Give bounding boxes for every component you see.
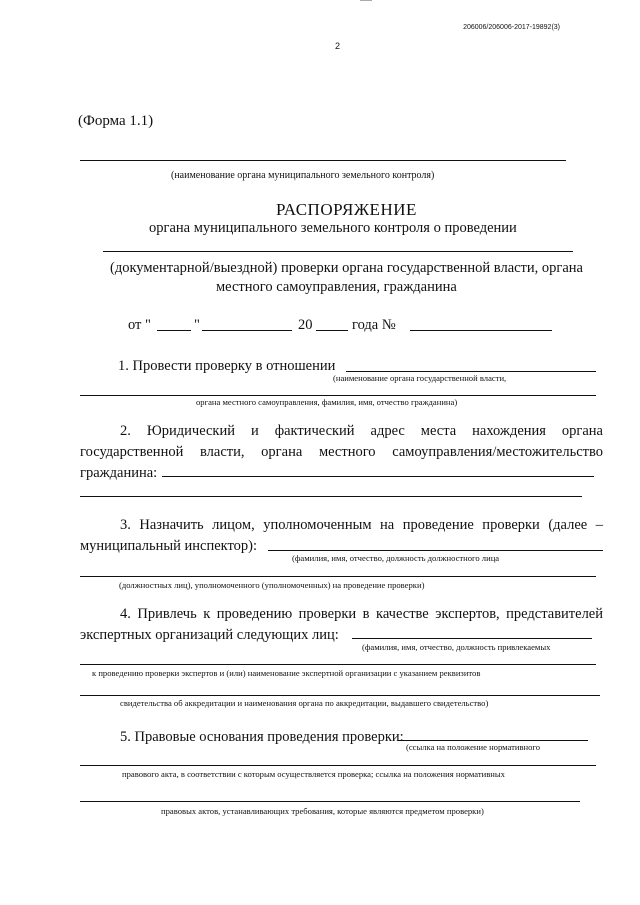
item-5-caption-3: правовых актов, устанавливающих требования, которые являются предметом проверки) [161, 806, 484, 816]
item-3-caption-2: (должностных лиц), уполномоченного (уполномоченных) на проведение проверки) [119, 580, 425, 590]
item-4-caption-1: (фамилия, имя, отчество, должность привлекаемых [362, 642, 551, 652]
item-5-caption-2: правового акта, в соответствии с которым осуществляется проверка; ссылка на положения нормативных [122, 769, 505, 779]
scan-mark [360, 0, 372, 1]
item-3-line-1: 3. Назначить лицом, уполномоченным на проведение проверки (далее – [120, 517, 603, 533]
inspection-type-line-1: (документарной/выездной) проверки органа государственной власти, органа [110, 260, 583, 276]
item-1-field [346, 371, 596, 372]
item-5-field [398, 740, 588, 741]
document-title: РАСПОРЯЖЕНИЕ [276, 200, 417, 219]
authority-name-line [80, 160, 566, 161]
item-4-field [352, 638, 592, 639]
document-subtitle: органа муниципального земельного контроля о проведении [149, 220, 517, 236]
item-4-line-1: 4. Привлечь к проведению проверки в качестве экспертов, представителей [120, 606, 603, 622]
item-4-caption-2: к проведению проверки экспертов и (или) наименование экспертной организации с указанием реквизитов [92, 668, 481, 678]
form-label: (Форма 1.1) [78, 113, 154, 129]
item-1-caption-1: (наименование органа государственной власти, [333, 373, 507, 383]
item-3-field [268, 550, 603, 551]
item-2-field-2 [80, 496, 582, 497]
subtitle-underline [103, 251, 573, 252]
year-field [316, 330, 348, 331]
item-2-line-1: 2. Юридический и фактический адрес места нахождения органа [120, 423, 603, 439]
date-from-label: от " [128, 317, 151, 333]
number-field [410, 330, 552, 331]
item-1-caption-2: органа местного самоуправления, фамилия, имя, отчество гражданина) [196, 397, 458, 407]
item-2-paragraph [80, 421, 603, 484]
item-5-caption-1: (ссылка на положение нормативного [406, 742, 541, 752]
item-4-caption-3: свидетельства об аккредитации и наименования органа по аккредитации, выдавшего свидетельство) [120, 698, 489, 708]
year-prefix: 20 [298, 317, 313, 333]
item-3-caption-1: (фамилия, имя, отчество, должность должностного лица [292, 553, 500, 563]
page-number: 2 [335, 41, 341, 51]
item-1-text: 1. Провести проверку в отношении [118, 358, 336, 374]
date-quote: " [194, 317, 200, 333]
day-field [157, 330, 191, 331]
authority-caption: (наименование органа муниципального земельного контроля) [171, 170, 435, 181]
item-3-line-2: муниципальный инспектор): [80, 538, 258, 554]
item-5-field-3 [80, 801, 580, 802]
item-4-field-3 [80, 695, 600, 696]
item-3-field-2 [80, 576, 596, 577]
document-number: 206006/206006-2017-19892(3) [463, 24, 560, 31]
item-5-field-2 [80, 765, 596, 766]
item-4-line-2: экспертных организаций следующих лиц: [80, 627, 339, 643]
item-2-line-3: гражданина: [80, 465, 158, 481]
month-field [202, 330, 292, 331]
item-4-paragraph [80, 604, 603, 646]
item-4-field-2 [80, 664, 596, 665]
item-2-field [162, 476, 594, 477]
item-2-line-2: государственной власти, органа местного самоуправления/местожительство [80, 444, 603, 460]
year-number-label: года № [352, 317, 396, 333]
item-1-field-2 [80, 395, 596, 396]
item-5-text: 5. Правовые основания проведения проверки: [120, 729, 404, 745]
inspection-type-line-2: местного самоуправления, гражданина [216, 279, 457, 295]
